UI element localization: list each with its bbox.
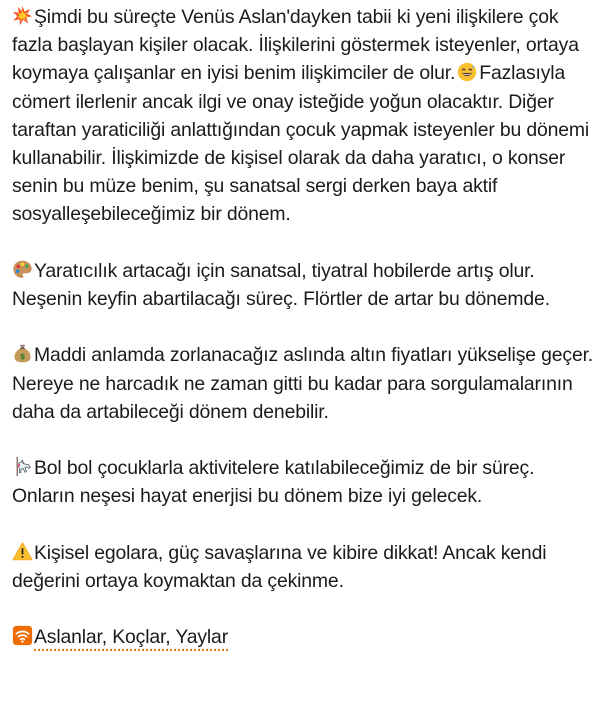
paragraph-text-part-2: Fazlasıyla cömert ilerlenir ancak ilgi ve onay isteğide yoğun olacaktır. Diğer taraftan yaraticiliği anlattığından çocuk yapmak isteyenler bu dönemi kullanabilir. İlişkimizde de kişisel olarak da daha yaratıcı, o konser senin bu müze benim, şu sanatsal sergi derken baya aktif sosyalleşebileceğimiz bir dönem. [12,62,590,226]
collision-icon [12,5,33,26]
paragraph-finance [12,341,602,426]
grinning-sweat-face-icon [457,62,477,82]
wireless-signal-icon [12,625,33,646]
warning-icon [12,541,33,562]
post-body [12,3,602,652]
paragraph-text: Bol bol çocuklarla aktivitelere katılabileceğimiz de bir süreç. Onların neşesi hayat enerjisi bu dönem bize iyi gelecek. [12,457,535,508]
svg-text:$: $ [19,352,26,362]
paragraph-children [12,454,602,510]
paragraph-text: Maddi anlamda zorlanacağız aslında altın fiyatları yükselişe geçer. Nereye ne harcadık ne zaman gitti bu kadar para sorgulamalarının daha da artabileceği dönem denebilir. [12,344,594,423]
paragraph-ego-warning [12,539,602,595]
money-bag-icon [12,343,33,364]
paragraph-text: Kişisel egolara, güç savaşlarına ve kibire dikkat! Ancak kendi değerini ortaya koymaktan da çekinme. [12,541,547,592]
sign-tags [12,623,602,651]
paragraph-text: Yaratıcılık artacağı için sanatsal, tiyatral hobilerde artış olur. Neşenin keyfin abartilacağı süreç. Flörtler de artar bu dönemde. [12,259,550,311]
paragraph-text-part-1: Şimdi bu süreçte Venüs Aslan'dayken tabii ki yeni ilişkilere çok fazla başlayan kişiler olacak. İlişkilerini göstermek isteyenler, ortaya koymaya çalışanlar en iyisi benim ilişkimciler de olur. [12,6,579,85]
tags-link[interactable]: Aslanlar, Koçlar, Yaylar [34,626,228,649]
artist-palette-icon [12,259,33,280]
paragraph-venus-leo [12,3,602,229]
paragraph-creativity [12,257,602,313]
carousel-horse-icon [12,456,33,477]
